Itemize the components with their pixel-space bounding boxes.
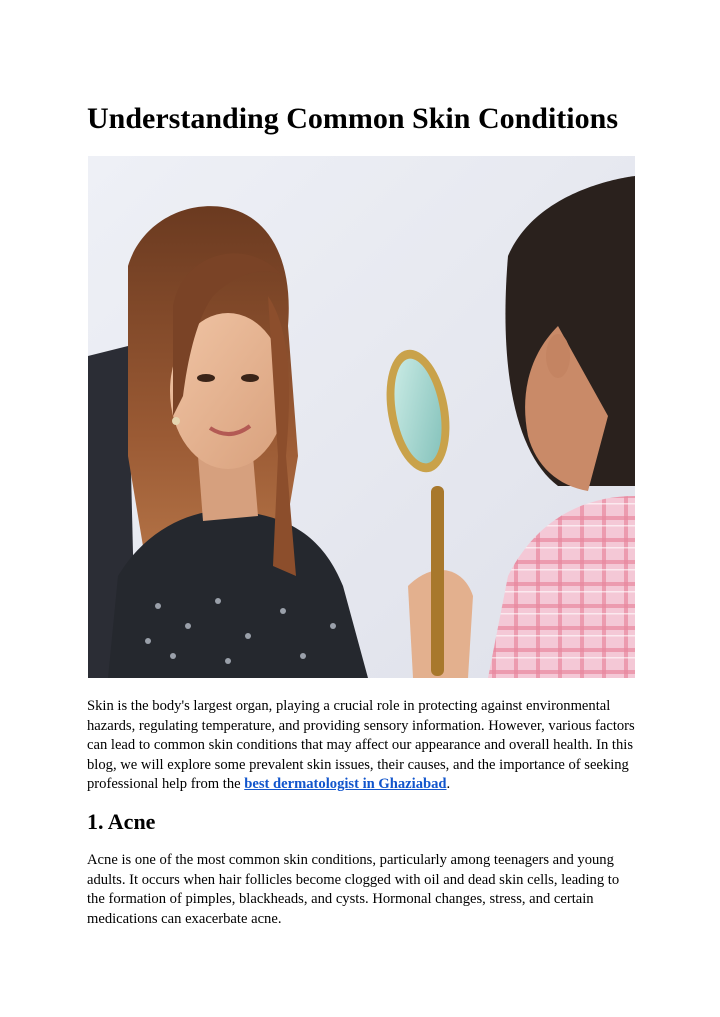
intro-text: Skin is the body's largest organ, playing a crucial role in protecting against environmental hazards, regulating temperature, and providing sensory information. However, various factors can lead to common skin conditions that may affect our appearance and overall health. In this blog, we will explore some prevalent skin issues, their causes, and the importance of seeking professional help from the: [87, 698, 635, 792]
dermatologist-link[interactable]: best dermatologist in Ghaziabad: [244, 776, 447, 792]
acne-paragraph: Acne is one of the most common skin conditions, particularly among teenagers and young adults. It occurs when hair follicles become clogged with oil and dead skin cells, leading to the formation of pimples, blackheads, and cysts. Hormonal changes, stress, and certain medications can exacerbate acne.: [87, 852, 620, 927]
intro-paragraph: [87, 697, 637, 795]
intro-text-end: .: [446, 776, 451, 792]
hero-photo: [88, 156, 635, 678]
page-title: Understanding Common Skin Conditions: [87, 102, 618, 135]
section-heading-acne: 1. Acne: [87, 809, 156, 834]
